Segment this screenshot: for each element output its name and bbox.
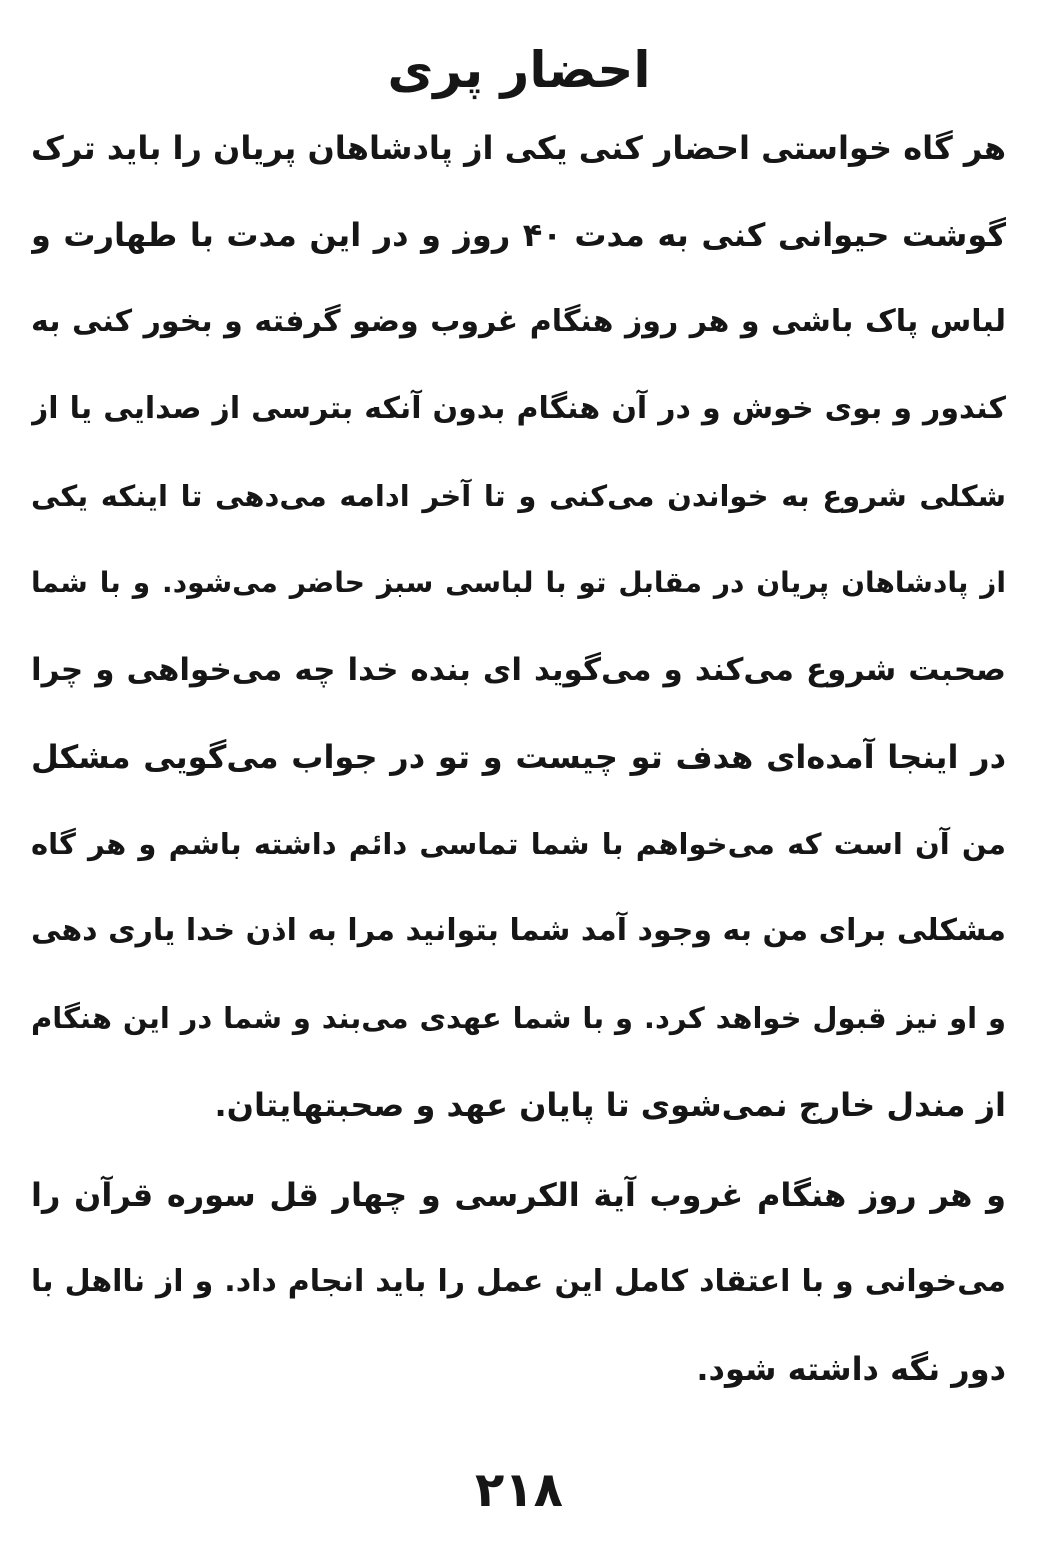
text-line: گوشت حیوانی کنی به مدت ۴۰ روز و در این مدت با طهارت و [31,216,1006,254]
text-line: کندور و بوی خوش و در آن هنگام بدون آنکه بترسی از صدایی یا از [31,391,1006,426]
text-line: در اینجا آمده‌ای هدف تو چیست و تو در جواب می‌گویی مشکل [31,738,1006,776]
text-line: مشکلی برای من به وجود آمد شما بتوانید مرا به اذن خدا یاری دهی [31,913,1006,948]
text-line: می‌خوانی و با اعتقاد کامل این عمل را باید انجام داد. و از نااهل با [31,1264,1006,1299]
text-line: از پادشاهان پریان در مقابل تو با لباسی سبز حاضر می‌شود. و با شما [31,566,1006,599]
page-number: ۲۱۸ [475,1462,563,1518]
text-line: صحبت شروع می‌کند و می‌گوید ای بنده خدا چه می‌خواهی و چرا [31,652,1006,688]
text-line: از مندل خارج نمی‌شوی تا پایان عهد و صحبتهایتان. [214,1086,1006,1124]
text-line: دور نگه داشته شود. [696,1350,1006,1388]
text-line: و هر روز هنگام غروب آیة الکرسی و چهار قل سوره قرآن را [31,1176,1006,1214]
text-line: شکلی شروع به خواندن می‌کنی و تا آخر ادامه می‌دهی تا اینکه یکی [31,479,1006,513]
text-line: هر گاه خواستی احضار کنی یکی از پادشاهان پریان را باید ترک [31,129,1006,167]
text-line: لباس پاک باشی و هر روز هنگام غروب وضو گرفته و بخور کنی به [31,304,1006,339]
page-title: احضار پری [387,41,651,99]
text-line: و او نیز قبول خواهد کرد. و با شما عهدی می‌بند و شما در این هنگام [31,1001,1006,1035]
text-line: من آن است که می‌خواهم با شما تماسی دائم داشته باشم و هر گاه [31,827,1006,861]
